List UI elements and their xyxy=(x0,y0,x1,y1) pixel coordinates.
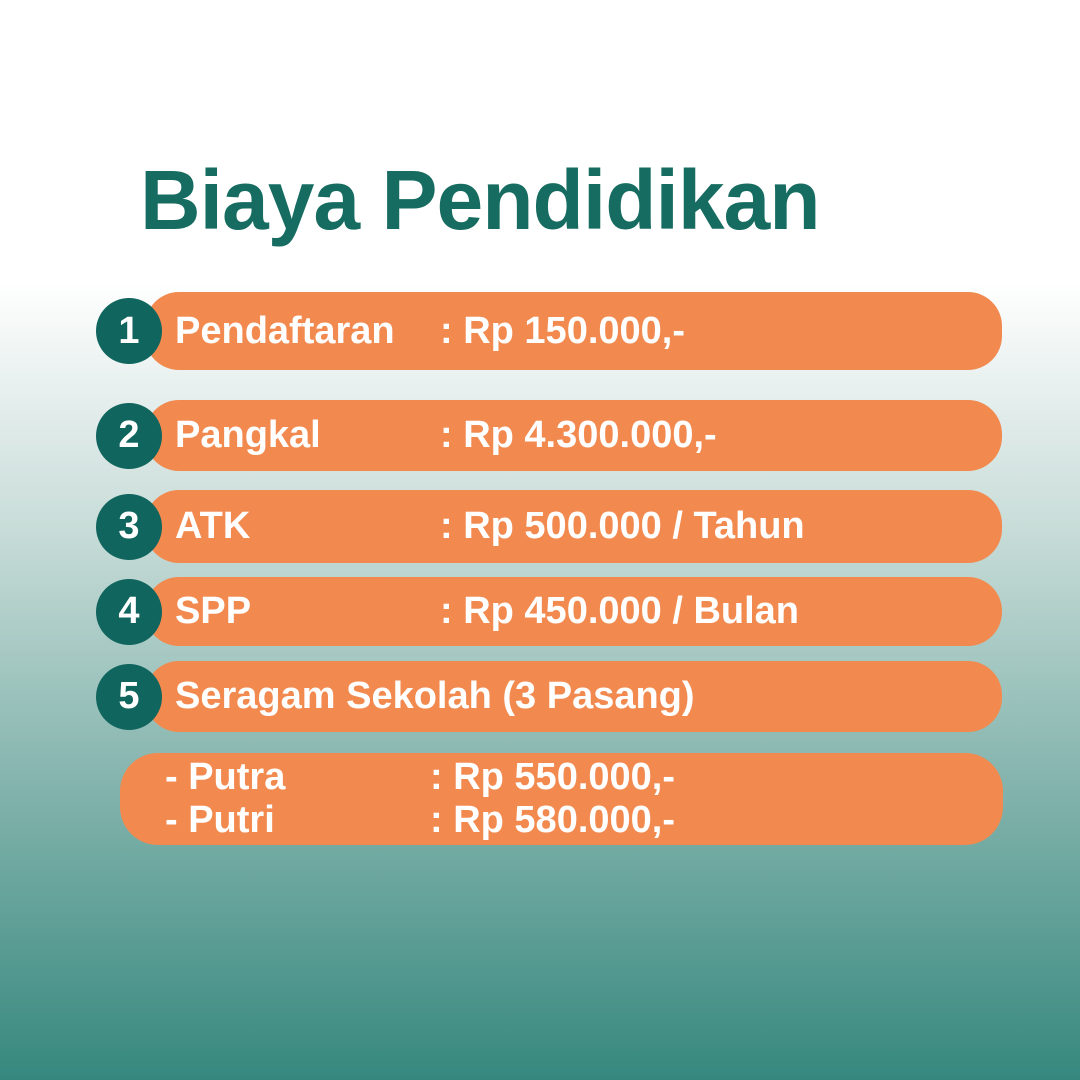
fee-label: Pendaftaran xyxy=(175,309,395,352)
number-badge-2 xyxy=(96,403,162,469)
fee-row-seragam-detail xyxy=(120,753,1003,845)
badge-number: 5 xyxy=(118,675,140,717)
badge-number: 1 xyxy=(118,309,140,352)
fee-bar-pendaftaran xyxy=(145,292,1002,370)
number-badge-1 xyxy=(96,298,162,364)
fee-value: : Rp 580.000,- xyxy=(430,799,675,841)
fee-label: SPP xyxy=(175,590,252,632)
fee-row-spp xyxy=(96,577,1002,646)
fee-label: Pangkal xyxy=(175,414,321,456)
fee-label: ATK xyxy=(175,505,251,547)
fee-row-seragam xyxy=(96,661,1002,732)
poster-title: Biaya Pendidikan xyxy=(140,153,820,247)
number-badge-3 xyxy=(96,494,162,560)
fee-label: - Putra xyxy=(165,756,286,799)
number-badge-4 xyxy=(96,579,162,645)
fee-value: : Rp 450.000 / Bulan xyxy=(440,590,800,632)
badge-number: 4 xyxy=(118,590,140,632)
fee-row-pendaftaran xyxy=(96,292,1002,370)
fee-bar-atk xyxy=(145,490,1002,563)
fee-value: : Rp 150.000,- xyxy=(440,309,685,352)
fee-bar-pangkal xyxy=(145,400,1002,471)
fee-row-pangkal xyxy=(96,400,1002,471)
subline-putra xyxy=(165,756,675,799)
fee-bar-seragam-detail xyxy=(120,753,1003,845)
fee-bar-spp xyxy=(145,577,1002,646)
fee-bar-seragam xyxy=(145,661,1002,732)
fee-value: : Rp 500.000 / Tahun xyxy=(440,505,805,547)
subline-putri xyxy=(165,799,675,842)
badge-number: 2 xyxy=(118,414,140,456)
fee-label: - Putri xyxy=(165,799,275,841)
fee-row-atk xyxy=(96,490,1002,563)
fee-value: : Rp 4.300.000,- xyxy=(440,414,717,456)
number-badge-5 xyxy=(96,664,162,730)
fee-value: : Rp 550.000,- xyxy=(430,756,675,799)
badge-number: 3 xyxy=(118,505,140,547)
fee-label: Seragam Sekolah (3 Pasang) xyxy=(175,675,695,717)
